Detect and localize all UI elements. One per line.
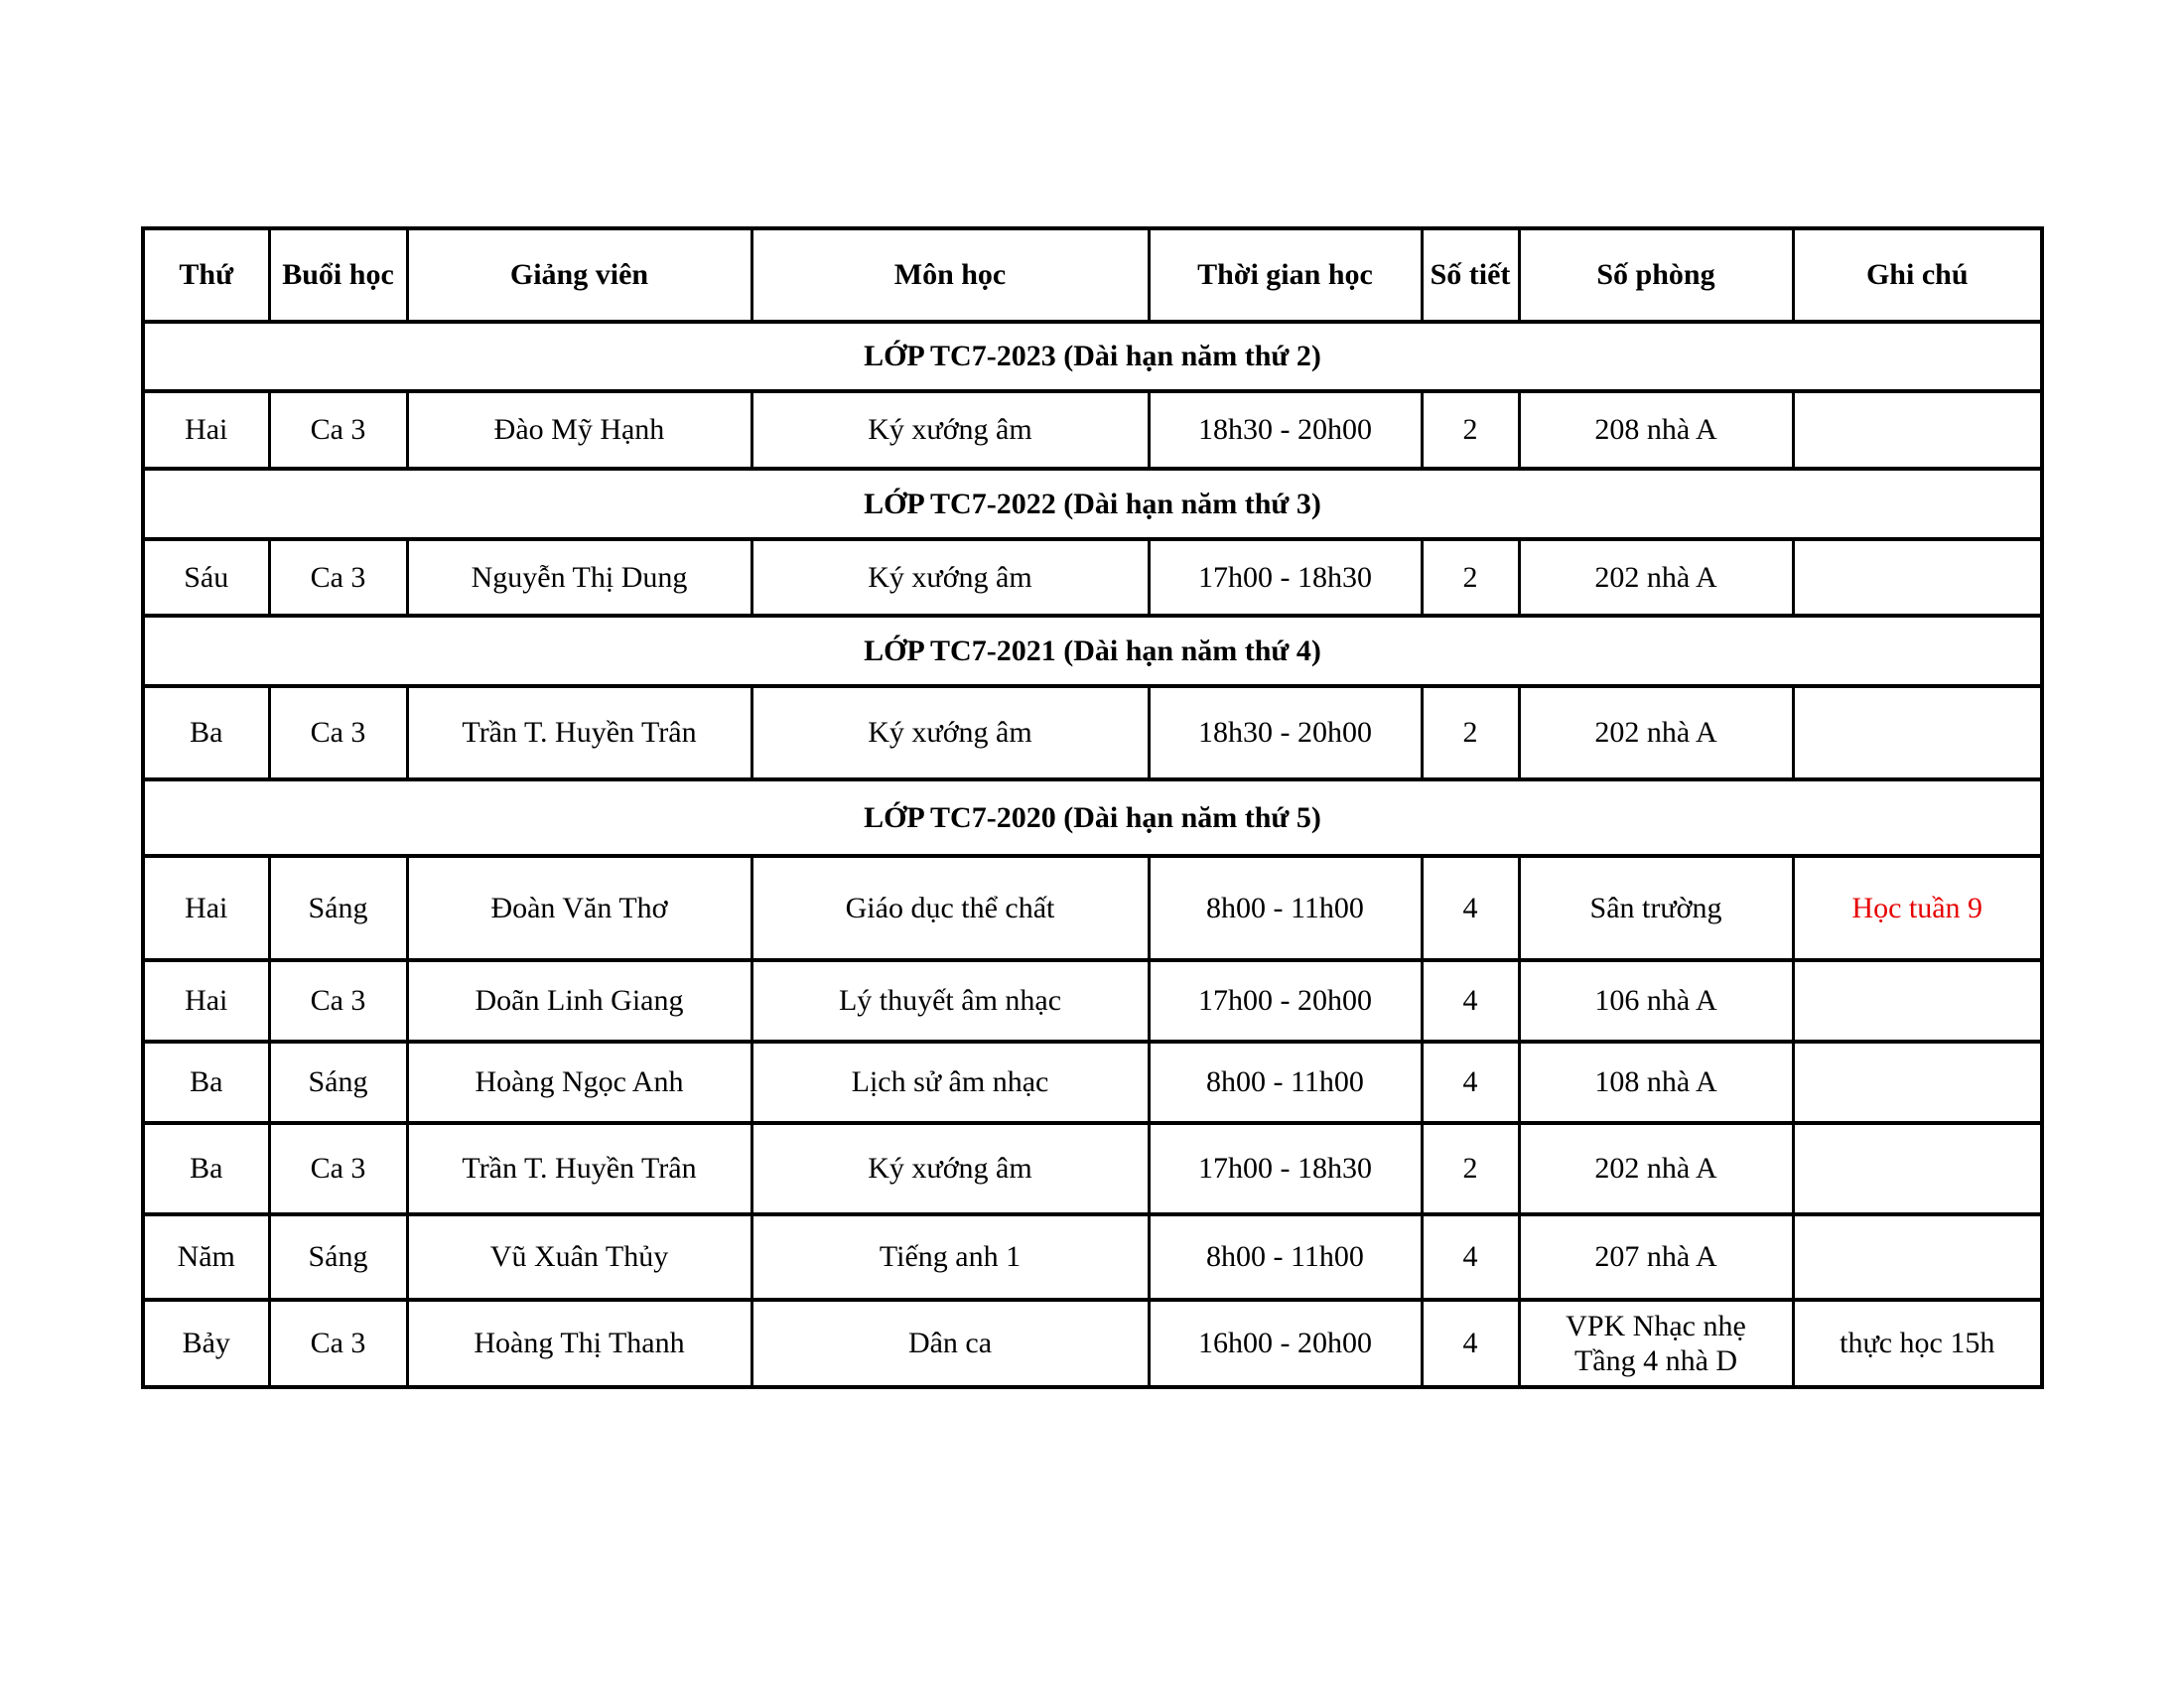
cell-session: Sáng: [269, 856, 407, 960]
cell-day: Năm: [143, 1214, 269, 1300]
cell-day: Hai: [143, 391, 269, 469]
cell-note: [1793, 1042, 2042, 1123]
cell-room: 202 nhà A: [1519, 686, 1793, 779]
cell-day: Ba: [143, 1042, 269, 1123]
cell-teacher: Hoàng Ngọc Anh: [407, 1042, 751, 1123]
cell-room: 208 nhà A: [1519, 391, 1793, 469]
cell-periods: 4: [1422, 1300, 1519, 1387]
cell-subject: Giáo dục thể chất: [751, 856, 1149, 960]
cell-session: Sáng: [269, 1214, 407, 1300]
section-header-row: [143, 469, 2042, 539]
cell-session: Ca 3: [269, 391, 407, 469]
cell-subject: Dân ca: [751, 1300, 1149, 1387]
cell-room: [1519, 1300, 1793, 1387]
col-header-day: Thứ: [143, 228, 269, 322]
cell-room: 202 nhà A: [1519, 1123, 1793, 1214]
table-row: [143, 1042, 2042, 1123]
cell-session: Ca 3: [269, 960, 407, 1042]
cell-note: [1793, 1123, 2042, 1214]
cell-subject: Ký xướng âm: [751, 686, 1149, 779]
cell-note: Học tuần 9: [1793, 856, 2042, 960]
table-row: [143, 539, 2042, 616]
cell-subject: Tiếng anh 1: [751, 1214, 1149, 1300]
section-title: LỚP TC7-2020 (Dài hạn năm thứ 5): [143, 779, 2042, 856]
cell-subject: Lý thuyết âm nhạc: [751, 960, 1149, 1042]
cell-day: Sáu: [143, 539, 269, 616]
cell-subject: Lịch sử âm nhạc: [751, 1042, 1149, 1123]
section-header-row: [143, 616, 2042, 686]
col-header-subject: Môn học: [751, 228, 1149, 322]
cell-periods: 4: [1422, 960, 1519, 1042]
table-row: [143, 1300, 2042, 1387]
cell-day: Hai: [143, 960, 269, 1042]
cell-note: [1793, 960, 2042, 1042]
section-title: LỚP TC7-2021 (Dài hạn năm thứ 4): [143, 616, 2042, 686]
cell-room: 106 nhà A: [1519, 960, 1793, 1042]
cell-session: Sáng: [269, 1042, 407, 1123]
cell-teacher: Hoàng Thị Thanh: [407, 1300, 751, 1387]
cell-time: 16h00 - 20h00: [1149, 1300, 1422, 1387]
cell-room: 108 nhà A: [1519, 1042, 1793, 1123]
cell-room: Sân trường: [1519, 856, 1793, 960]
table-row: [143, 1214, 2042, 1300]
cell-day: Hai: [143, 856, 269, 960]
room-line-2: Tầng 4 nhà D: [1573, 1344, 1738, 1377]
cell-teacher: Đào Mỹ Hạnh: [407, 391, 751, 469]
table-row: [143, 391, 2042, 469]
cell-time: 17h00 - 18h30: [1149, 539, 1422, 616]
cell-teacher: Doãn Linh Giang: [407, 960, 751, 1042]
section-title: LỚP TC7-2023 (Dài hạn năm thứ 2): [143, 322, 2042, 391]
cell-session: Ca 3: [269, 1300, 407, 1387]
cell-periods: 4: [1422, 1214, 1519, 1300]
header-row: [143, 228, 2042, 322]
cell-time: 18h30 - 20h00: [1149, 391, 1422, 469]
cell-subject: Ký xướng âm: [751, 391, 1149, 469]
cell-note: [1793, 686, 2042, 779]
cell-time: 17h00 - 20h00: [1149, 960, 1422, 1042]
cell-periods: 2: [1422, 539, 1519, 616]
cell-teacher: Trần T. Huyền Trân: [407, 686, 751, 779]
section-header-row: [143, 322, 2042, 391]
col-header-time: Thời gian học: [1149, 228, 1422, 322]
cell-note: [1793, 391, 2042, 469]
cell-time: 8h00 - 11h00: [1149, 1042, 1422, 1123]
col-header-room: Số phòng: [1519, 228, 1793, 322]
cell-time: 17h00 - 18h30: [1149, 1123, 1422, 1214]
cell-subject: Ký xướng âm: [751, 539, 1149, 616]
cell-time: 8h00 - 11h00: [1149, 1214, 1422, 1300]
cell-session: Ca 3: [269, 686, 407, 779]
table-row: [143, 856, 2042, 960]
table-row: [143, 960, 2042, 1042]
cell-room: 207 nhà A: [1519, 1214, 1793, 1300]
table-row: [143, 1123, 2042, 1214]
col-header-session: Buổi học: [269, 228, 407, 322]
cell-time: 18h30 - 20h00: [1149, 686, 1422, 779]
cell-periods: 2: [1422, 1123, 1519, 1214]
cell-subject: Ký xướng âm: [751, 1123, 1149, 1214]
cell-teacher: Đoàn Văn Thơ: [407, 856, 751, 960]
schedule-table: [141, 226, 2044, 1389]
cell-periods: 4: [1422, 1042, 1519, 1123]
cell-day: Ba: [143, 686, 269, 779]
cell-note: [1793, 539, 2042, 616]
cell-day: Bảy: [143, 1300, 269, 1387]
cell-note: [1793, 1214, 2042, 1300]
cell-time: 8h00 - 11h00: [1149, 856, 1422, 960]
cell-periods: 4: [1422, 856, 1519, 960]
cell-teacher: Vũ Xuân Thủy: [407, 1214, 751, 1300]
col-header-notes: Ghi chú: [1793, 228, 2042, 322]
cell-room: 202 nhà A: [1519, 539, 1793, 616]
cell-session: Ca 3: [269, 1123, 407, 1214]
cell-periods: 2: [1422, 391, 1519, 469]
cell-day: Ba: [143, 1123, 269, 1214]
room-line-1: VPK Nhạc nhẹ: [1566, 1309, 1746, 1342]
cell-teacher: Nguyễn Thị Dung: [407, 539, 751, 616]
cell-session: Ca 3: [269, 539, 407, 616]
section-header-row: [143, 779, 2042, 856]
table-row: [143, 686, 2042, 779]
cell-teacher: Trần T. Huyền Trân: [407, 1123, 751, 1214]
col-header-teacher: Giảng viên: [407, 228, 751, 322]
cell-note: thực học 15h: [1793, 1300, 2042, 1387]
cell-periods: 2: [1422, 686, 1519, 779]
col-header-periods: Số tiết: [1422, 228, 1519, 322]
section-title: LỚP TC7-2022 (Dài hạn năm thứ 3): [143, 469, 2042, 539]
